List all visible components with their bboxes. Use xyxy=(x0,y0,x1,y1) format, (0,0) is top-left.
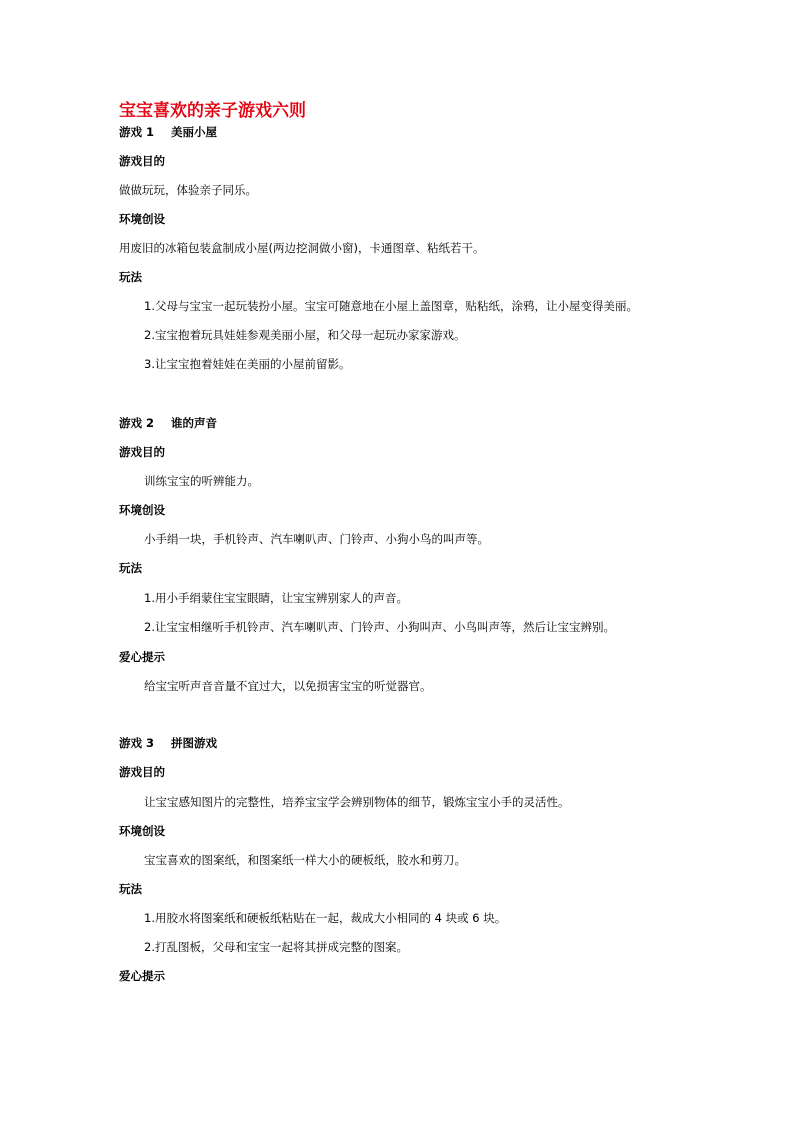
game-2-setup-text: 小手绢一块，手机铃声、汽车喇叭声、门铃声、小狗小鸟的叫声等。 xyxy=(144,532,489,546)
game-2-play-label: 玩法 xyxy=(119,561,142,575)
game-2-goal-label: 游戏目的 xyxy=(119,445,165,459)
game-1-play-item: 1.父母与宝宝一起玩装扮小屋。宝宝可随意地在小屋上盖图章，贴粘纸，涂鸦，让小屋变得美丽。 xyxy=(144,299,638,313)
game-3-number: 游戏 3 xyxy=(119,736,155,750)
game-3-name: 拼图游戏 xyxy=(171,736,217,750)
game-2-play-item: 2.让宝宝相继听手机铃声、汽车喇叭声、门铃声、小狗叫声、小鸟叫声等，然后让宝宝辨别。 xyxy=(144,620,615,634)
game-1-setup-label: 环境创设 xyxy=(119,212,165,226)
game-3-heading xyxy=(119,736,217,750)
game-2-setup-label: 环境创设 xyxy=(119,503,165,517)
game-2-tip-text: 给宝宝听声音音量不宜过大，以免损害宝宝的听觉器官。 xyxy=(144,679,432,693)
game-2-heading xyxy=(119,416,217,430)
game-3-setup-label: 环境创设 xyxy=(119,824,165,838)
game-1-heading xyxy=(119,125,217,139)
game-3-play-item: 2.打乱图板，父母和宝宝一起将其拼成完整的图案。 xyxy=(144,940,408,954)
game-2-number: 游戏 2 xyxy=(119,416,155,430)
game-1-goal-label: 游戏目的 xyxy=(119,154,165,168)
game-3-tip-label: 爱心提示 xyxy=(119,969,165,983)
game-2-play-item: 1.用小手绢蒙住宝宝眼睛，让宝宝辨别家人的声音。 xyxy=(144,591,408,605)
game-2-name: 谁的声音 xyxy=(171,416,217,430)
game-3-play-item: 1.用胶水将图案纸和硬板纸粘贴在一起，裁成大小相同的 4 块或 6 块。 xyxy=(144,911,507,925)
game-3-play-label: 玩法 xyxy=(119,882,142,896)
document-title: 宝宝喜欢的亲子游戏六则 xyxy=(119,101,306,121)
game-3-goal-text: 让宝宝感知图片的完整性，培养宝宝学会辨别物体的细节，锻炼宝宝小手的灵活性。 xyxy=(144,795,570,809)
game-2-tip-label: 爱心提示 xyxy=(119,650,165,664)
game-1-play-item: 2.宝宝抱着玩具娃娃参观美丽小屋，和父母一起玩办家家游戏。 xyxy=(144,328,466,342)
game-2-goal-text: 训练宝宝的听辨能力。 xyxy=(144,474,259,488)
game-1-number: 游戏 1 xyxy=(119,125,155,139)
game-3-setup-text: 宝宝喜欢的图案纸，和图案纸一样大小的硬板纸，胶水和剪刀。 xyxy=(144,853,466,867)
game-1-play-label: 玩法 xyxy=(119,270,142,284)
game-1-goal-text: 做做玩玩，体验亲子同乐。 xyxy=(119,183,257,197)
game-1-name: 美丽小屋 xyxy=(171,125,217,139)
game-1-setup-text: 用废旧的冰箱包装盒制成小屋(两边挖洞做小窗)，卡通图章、粘纸若干。 xyxy=(119,241,485,255)
game-1-play-item: 3.让宝宝抱着娃娃在美丽的小屋前留影。 xyxy=(144,357,351,371)
game-3-goal-label: 游戏目的 xyxy=(119,765,165,779)
